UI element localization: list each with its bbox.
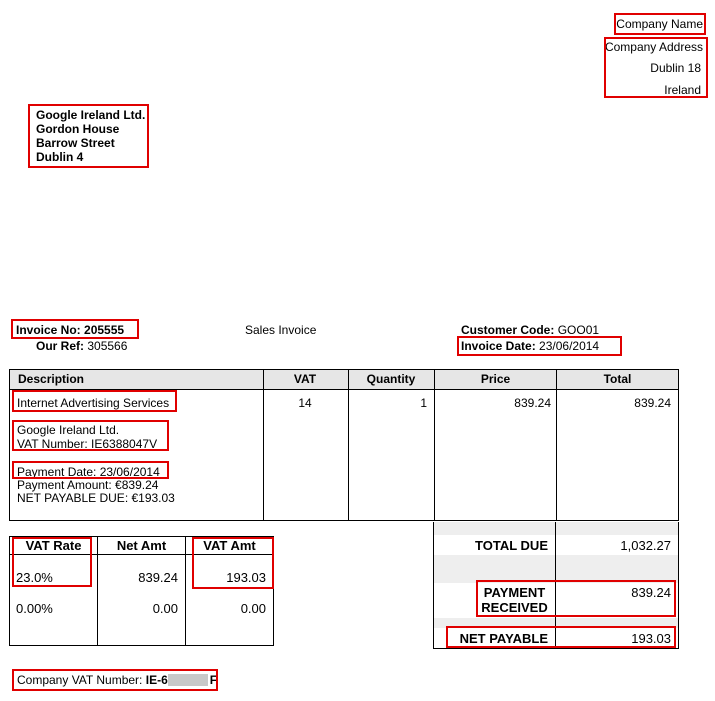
recipient-line-4: Dublin 4 [36,150,84,164]
item-price: 839.24 [514,396,551,410]
vat-rate-2: 0.00% [16,601,53,616]
totals-shading [433,522,679,535]
item-quantity: 1 [420,396,427,410]
column-divider [434,370,435,520]
company-city: Dublin 18 [650,61,701,75]
highlight-payment-received [476,580,676,617]
header-quantity: Quantity [366,372,416,386]
recipient-line-1: Google Ireland Ltd. [36,108,146,122]
company-vat-suffix: F [209,673,218,687]
net-amt-1: 839.24 [138,570,178,585]
payment-received-line-1: PAYMENT [483,585,546,600]
company-vat-label: Company VAT Number: [17,673,143,687]
payment-received-value: 839.24 [631,585,671,600]
highlight-recipient [28,104,149,168]
highlight-vat-amt [192,537,274,589]
highlight-vat-rate [12,537,92,587]
company-address: Company Address [604,40,703,54]
recipient-line-3: Barrow Street [36,136,115,150]
highlight-payment-date [12,461,169,479]
item-vat-number: VAT Number: IE6388047V [17,437,158,451]
invoice-date-value: 23/06/2014 [539,339,600,353]
item-net-payable-due: NET PAYABLE DUE: €193.03 [17,491,175,505]
vat-rate-1: 23.0% [16,570,53,585]
highlight-net-payable [446,626,676,648]
highlight-vat-number [12,420,169,451]
column-divider [263,370,264,520]
highlight-company-address [604,37,708,98]
invoice-date-label: Invoice Date: [461,339,536,353]
invoice-no-label: Invoice No: [16,323,81,337]
customer-code-label: Customer Code: [461,323,555,337]
column-divider [185,537,186,645]
item-payment-amount: Payment Amount: €839.24 [17,478,159,492]
item-customer-name: Google Ireland Ltd. [17,423,120,437]
header-vat: VAT [293,372,317,386]
item-description: Internet Advertising Services [17,396,170,410]
column-divider [348,370,349,520]
payment-received-line-2: RECEIVED [481,600,548,615]
header-vat-rate: VAT Rate [25,538,82,553]
our-ref-label: Our Ref: [36,339,84,353]
highlight-company-name [614,13,706,35]
highlight-invoice-no [11,319,139,339]
header-vat-amt: VAT Amt [203,538,256,553]
company-name: Company Name [616,17,703,31]
net-amt-2: 0.00 [152,601,178,616]
header-net-amt: Net Amt [116,538,167,553]
total-due-value: 1,032.27 [620,538,671,553]
net-payable-label: NET PAYABLE [459,631,548,646]
customer-code-value: GOO01 [557,323,600,337]
column-divider [97,537,98,645]
column-divider [556,370,557,520]
customer-code [461,323,599,337]
invoice-type: Sales Invoice [245,323,317,337]
highlight-invoice-date [457,336,622,356]
vat-amt-2: 0.00 [240,601,266,616]
recipient-line-2: Gordon House [36,122,120,136]
company-vat-prefix: IE-6 [145,673,168,687]
company-country: Ireland [664,83,701,97]
net-payable-value: 193.03 [631,631,671,646]
our-ref-value: 305566 [87,339,128,353]
totals-bottom-border [433,648,679,649]
our-ref [36,339,127,353]
item-total: 839.24 [634,396,671,410]
item-vat: 14 [298,396,312,410]
vat-amt-1: 193.03 [226,570,266,585]
highlight-description [12,390,177,412]
invoice-no-value: 205555 [84,323,125,337]
header-price: Price [480,372,511,386]
item-payment-date: Payment Date: 23/06/2014 [17,465,160,479]
highlight-company-vat [12,669,218,691]
totals-right-border [678,522,679,649]
totals-shading [433,555,679,583]
header-description: Description [18,372,85,386]
total-due-label: TOTAL DUE [475,538,548,553]
header-total: Total [603,372,632,386]
